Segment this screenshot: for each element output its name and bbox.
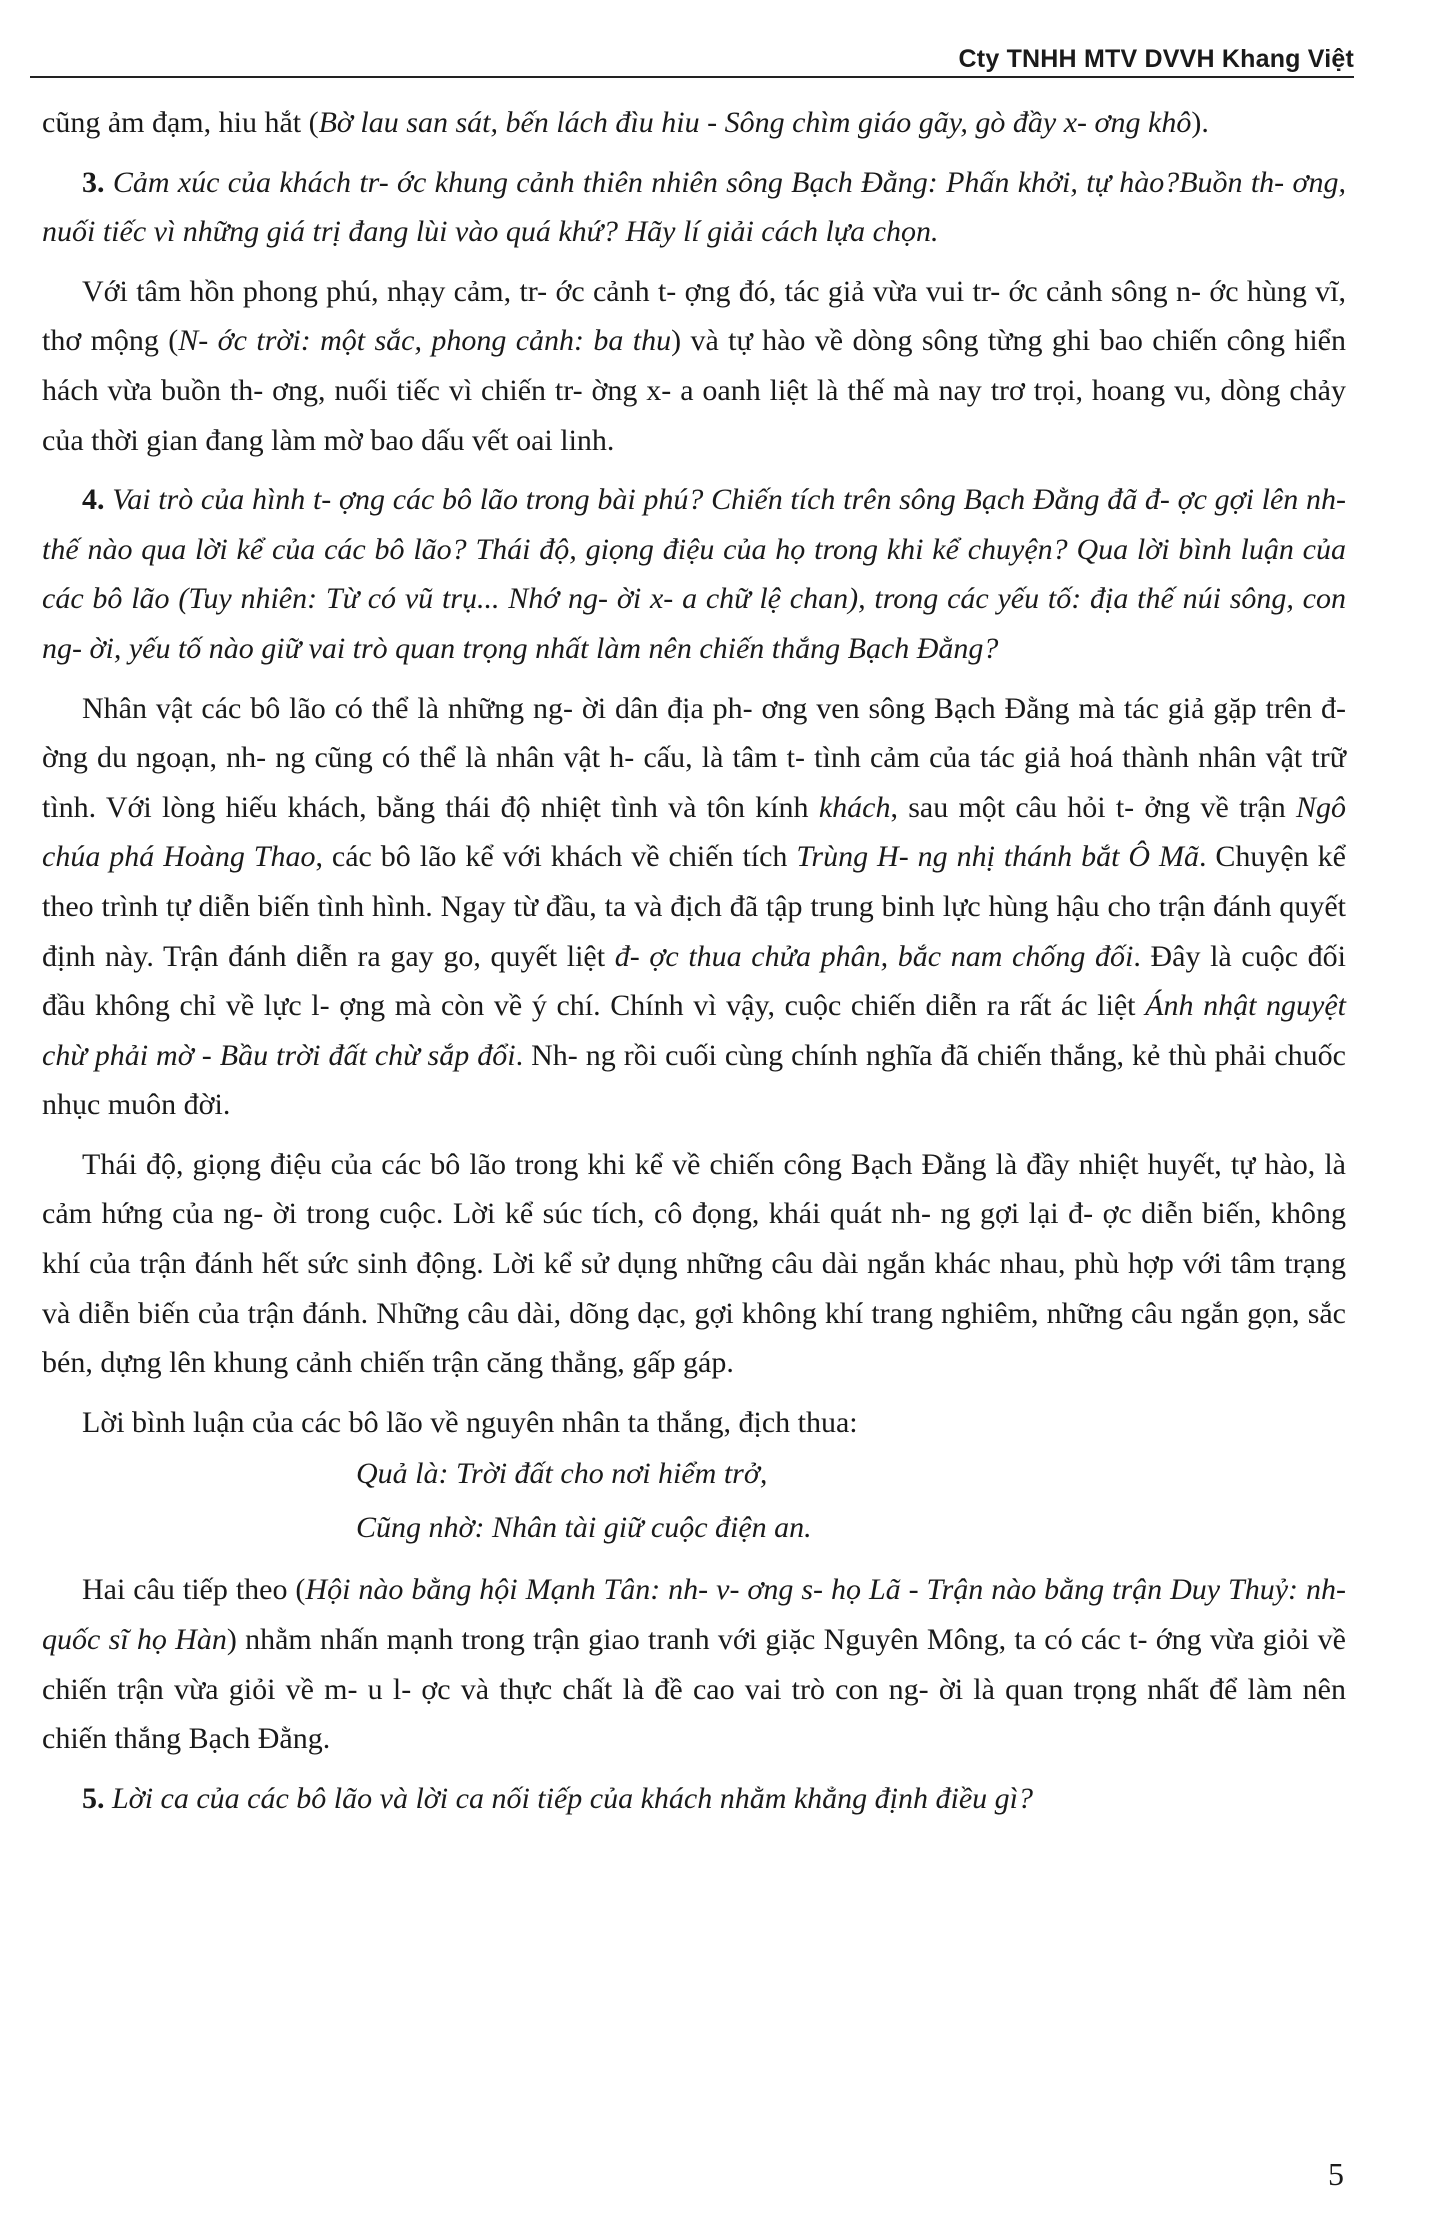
question-number: 3. xyxy=(82,165,105,199)
quote-italic: N- ớc trời: một sắc, phong cảnh: ba thu xyxy=(178,324,672,358)
text-run: Với tâm hồn phong phú, nhạy cảm, tr- ớc cảnh t- ợng đó, tác giả vừa vui tr- ớc cảnh sông n- ớc hùng vĩ, thơ mộng ( xyxy=(42,274,1346,358)
page-body xyxy=(42,98,1346,1833)
verse-line: Quả là: Trời đất cho nơi hiểm trở, xyxy=(356,1457,768,1491)
text-run: Nhân vật các bô lão có thể là những ng- ời dân địa ph- ơng ven sông Bạch Đằng mà tác giả gặp trên đ- ờng du ngoạn, nh- ng cũng có thể là nhân vật h- cấu, là tâm t- tình cảm của tác giả hoá thành nhân vật trữ tình. Với lòng hiếu khách, bằng thái độ nhiệt tình và tôn kính xyxy=(42,691,1346,824)
answer-paragraph-4d xyxy=(42,1565,1346,1763)
quote-italic: Ánh nhật nguyệt chừ phải mờ - Bầu trời đất chừ sắp đổi xyxy=(42,989,1346,1072)
answer-paragraph-3 xyxy=(42,267,1346,465)
question-text: Cảm xúc của khách tr- ớc khung cảnh thiên nhiên sông Bạch Đằng: Phấn khởi, tự hào?Buồn th- ơng, nuối tiếc vì những giá trị đang lùi vào quá khứ? Hãy lí giải cách lựa chọn. xyxy=(42,165,1346,249)
verse-line: Cũng nhờ: Nhân tài giữ cuộc điện an. xyxy=(356,1511,812,1545)
text-run: cũng ảm đạm, hiu hắt ( xyxy=(42,106,319,139)
quote-italic: Bờ lau san sát, bến lách đìu hiu - Sông chìm giáo gãy, gò đầy x- ơng khô xyxy=(318,106,1192,139)
quote-italic: Trùng H- ng nhị thánh bắt Ô Mã xyxy=(796,840,1199,874)
text-run: . Đây là cuộc đối đầu không chỉ về lực l- ợng mà còn về ý chí. Chính vì vậy, cuộc chiến diễn ra rất ác liệt xyxy=(42,939,1346,1023)
text-run: . Nh- ng rồi cuối cùng chính nghĩa đã chiến thắng, kẻ thù phải chuốc nhục muôn đời. xyxy=(42,1038,1346,1122)
publisher-header: Cty TNHH MTV DVVH Khang Việt xyxy=(958,45,1354,73)
text-run: ) và tự hào về dòng sông từng ghi bao chiến công hiển hách vừa buồn th- ơng, nuối tiếc vì chiến tr- ờng x- a oanh liệt là thế mà nay trơ trọi, hoang vu, dòng chảy của thời gian đang làm mờ bao dấu vết oai linh. xyxy=(42,324,1346,457)
text-run: ). xyxy=(1191,106,1209,139)
text-run: , sau một câu hỏi t- ởng về trận xyxy=(890,790,1296,824)
running-header xyxy=(30,36,1354,78)
question-4 xyxy=(42,475,1346,673)
page-number: 5 xyxy=(1328,2156,1344,2192)
answer-paragraph-4a xyxy=(42,684,1346,1130)
answer-paragraph-4c: Lời bình luận của các bô lão về nguyên nhân ta thắng, địch thua: xyxy=(82,1405,858,1439)
answer-paragraph-4b: Thái độ, giọng điệu của các bô lão trong khi kể về chiến công Bạch Đằng là đầy nhiệt huyết, tự hào, là cảm hứng của ng- ời trong cuộc. Lời kể súc tích, cô đọng, khái quát nh- ng gợi lại đ- ợc diễn biến, không khí của trận đánh hết sức sinh động. Lời kể sử dụng những câu dài ngắn khác nhau, phù hợp với tâm trạng và diễn biến của trận đánh. Những câu dài, dõng dạc, gợi không khí trang nghiêm, những câu ngắn gọn, sắc bén, dựng lên khung cảnh chiến trận căng thẳng, gấp gáp. xyxy=(42,1147,1346,1380)
paragraph-continuation xyxy=(42,98,1346,148)
question-text: Vai trò của hình t- ợng các bô lão trong bài phú? Chiến tích trên sông Bạch Đằng đã đ- ợc gợi lên nh- thế nào qua lời kể của các bô lão? Thái độ, giọng điệu của họ trong khi kể chuyện? Qua lời bình luận của các bô lão (Tuy nhiên: Từ có vũ trụ... Nhớ ng- ời x- a chữ lệ chan), trong các yếu tố: địa thế núi sông, con ng- ời, yếu tố nào giữ vai trò quan trọng nhất làm nên chiến thắng Bạch Đằng? xyxy=(42,483,1346,665)
text-run: , các bô lão kể với khách về chiến tích xyxy=(315,840,797,874)
verse-quote xyxy=(356,1447,1346,1555)
text-run: Hai câu tiếp theo ( xyxy=(82,1573,306,1607)
text-run: ) nhằm nhấn mạnh trong trận giao tranh với giặc Nguyên Mông, ta có các t- ớng vừa giỏi về chiến trận vừa giỏi về m- u l- ợc và thực chất là đề cao vai trò con ng- ời là quan trọng nhất để làm nên chiến thắng Bạch Đằng. xyxy=(42,1623,1346,1756)
quote-italic: Hội nào bằng hội Mạnh Tân: nh- v- ơng s- họ Lã - Trận nào bằng trận Duy Thuỷ: nh- quốc sĩ họ Hàn xyxy=(42,1573,1346,1657)
question-number: 4. xyxy=(82,483,105,517)
quote-italic: Ngô chúa phá Hoàng Thao xyxy=(42,790,1346,874)
question-5 xyxy=(42,1774,1346,1824)
quote-italic: đ- ợc thua chửa phân, bắc nam chống đối xyxy=(614,939,1134,973)
question-text: Lời ca của các bô lão và lời ca nối tiếp của khách nhằm khẳng định điều gì? xyxy=(104,1781,1034,1815)
question-3 xyxy=(42,158,1346,257)
question-number: 5. xyxy=(82,1781,105,1815)
text-run: . Chuyện kể theo trình tự diễn biến tình hình. Ngay từ đầu, ta và địch đã tập trung binh lực hùng hậu cho trận đánh quyết định này. Trận đánh diễn ra gay go, quyết liệt xyxy=(42,840,1347,973)
quote-italic: khách xyxy=(818,790,891,824)
